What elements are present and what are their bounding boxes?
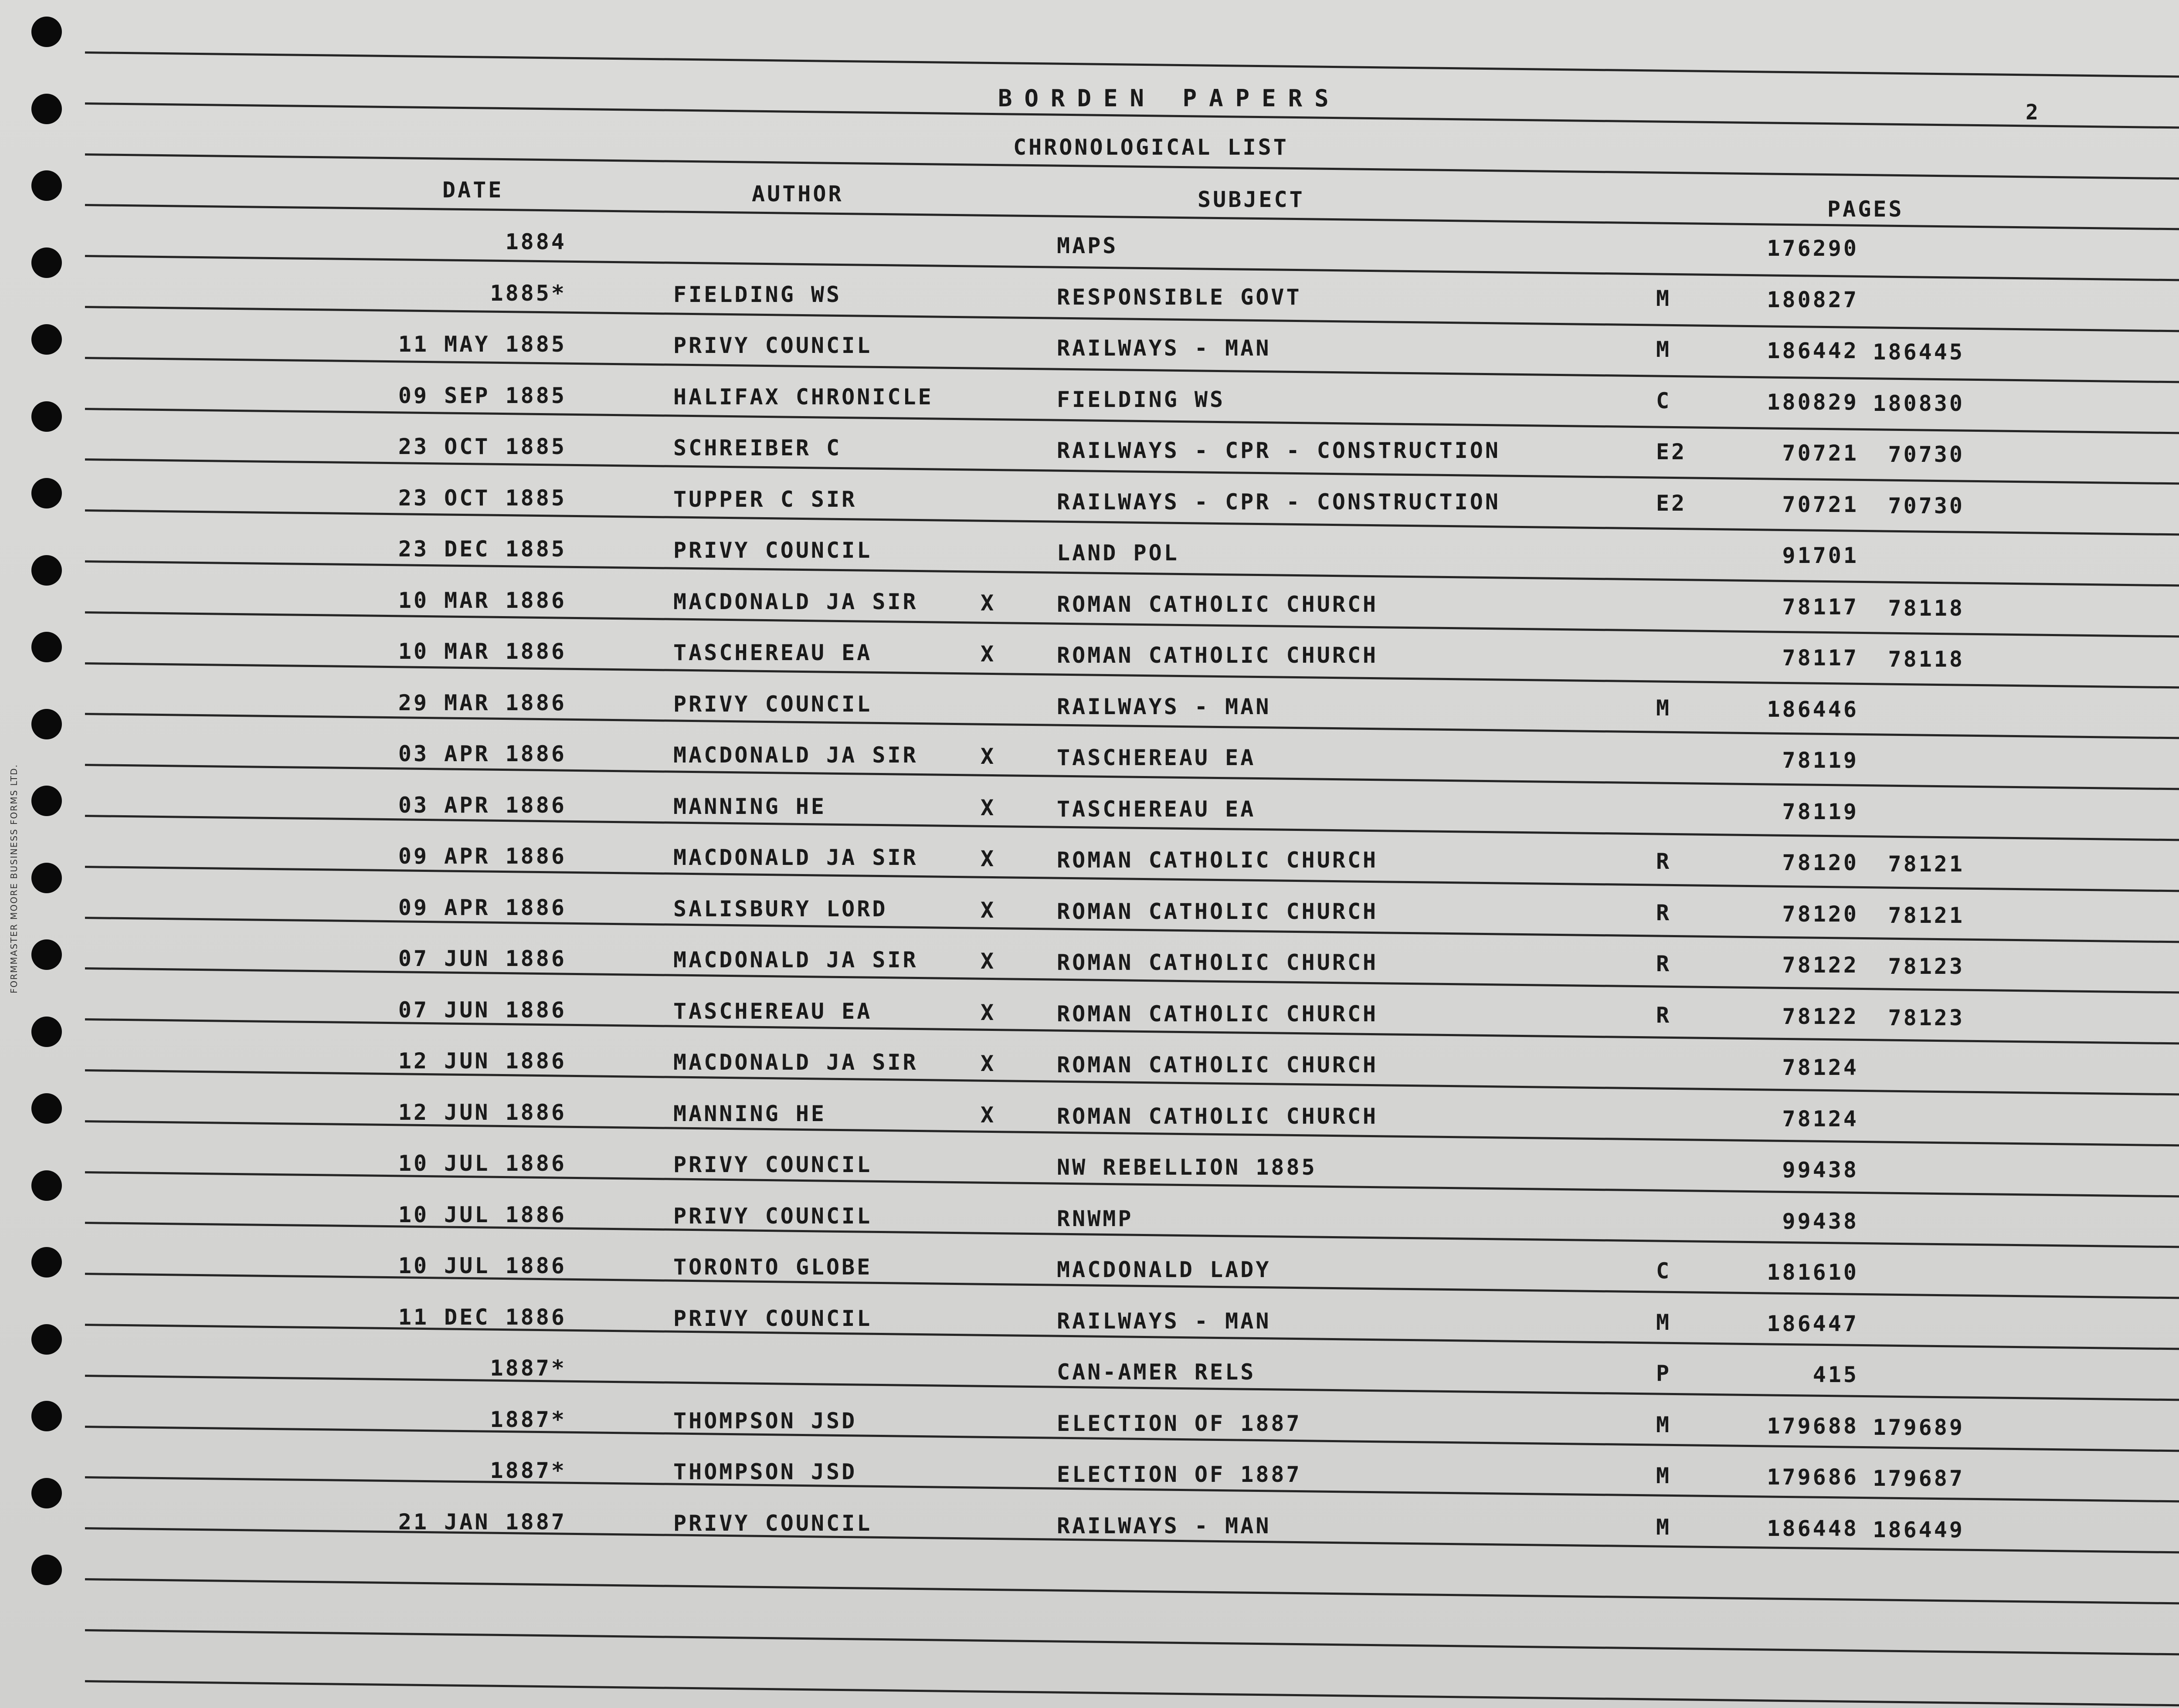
row-author: MANNING HE	[673, 1101, 827, 1126]
row-author: THOMPSON JSD	[673, 1459, 857, 1484]
row-author: MACDONALD JA SIR	[673, 947, 918, 973]
row-page-start: 186447	[1767, 1311, 1859, 1336]
row-flag: X	[981, 1051, 996, 1076]
row-date: 11 DEC 1886	[398, 1304, 567, 1330]
row-date: 11 MAY 1885	[398, 332, 567, 357]
feed-hole	[31, 478, 62, 508]
row-author: TUPPER C SIR	[673, 486, 857, 512]
row-subject: FIELDING WS	[1057, 386, 1225, 412]
row-code: R	[1656, 900, 1672, 925]
row-flag: X	[981, 846, 996, 871]
row-code: M	[1656, 1463, 1672, 1488]
row-date: 29 MAR 1886	[398, 690, 567, 715]
row-date: 03 APR 1886	[398, 792, 567, 818]
row-author: MACDONALD JA SIR	[673, 742, 918, 768]
row-date: 23 OCT 1885	[398, 485, 567, 511]
row-code: M	[1656, 1309, 1672, 1335]
feed-hole	[31, 939, 62, 970]
row-page-start: 70721	[1782, 491, 1859, 517]
row-date: 23 DEC 1885	[398, 536, 567, 562]
row-date: 21 JAN 1887	[398, 1509, 567, 1535]
row-page-end: 78118	[1888, 595, 1965, 621]
row-flag: X	[981, 949, 996, 974]
row-author: PRIVY COUNCIL	[673, 1305, 872, 1331]
row-page-start: 99438	[1782, 1208, 1859, 1234]
feed-hole	[31, 170, 62, 201]
column-header-pages: PAGES	[1827, 197, 1904, 222]
row-author: TORONTO GLOBE	[673, 1254, 872, 1280]
row-subject: RAILWAYS - CPR - CONSTRUCTION	[1057, 489, 1500, 515]
row-flag: X	[981, 1102, 996, 1128]
row-page-start: 78124	[1782, 1055, 1859, 1080]
row-subject: ROMAN CATHOLIC CHURCH	[1057, 1052, 1378, 1078]
row-flag: X	[981, 590, 996, 616]
row-subject: RESPONSIBLE GOVT	[1057, 284, 1302, 310]
row-code: R	[1656, 849, 1672, 874]
row-subject: RAILWAYS - MAN	[1057, 1513, 1271, 1539]
row-page-end: 179687	[1873, 1466, 1965, 1491]
row-author: SCHREIBER C	[673, 435, 842, 461]
feed-hole	[31, 1324, 62, 1355]
row-page-end: 78121	[1888, 851, 1965, 877]
row-page-end: 70730	[1888, 493, 1965, 518]
row-page-end: 78123	[1888, 954, 1965, 979]
row-page-start: 78124	[1782, 1106, 1859, 1132]
row-code: M	[1656, 695, 1672, 721]
row-date: 23 OCT 1885	[398, 434, 567, 459]
row-subject: TASCHEREAU EA	[1057, 796, 1256, 822]
row-subject: ROMAN CATHOLIC CHURCH	[1057, 591, 1378, 617]
row-subject: RNWMP	[1057, 1206, 1134, 1231]
row-page-end: 78118	[1888, 647, 1965, 672]
row-page-start: 415	[1812, 1362, 1859, 1387]
row-date: 12 JUN 1886	[398, 1099, 567, 1125]
row-subject: ROMAN CATHOLIC CHURCH	[1057, 1103, 1378, 1129]
column-header-author: AUTHOR	[752, 181, 844, 207]
row-page-start: 78119	[1782, 799, 1859, 824]
row-page-start: 180827	[1767, 287, 1859, 312]
column-header-subject: SUBJECT	[1198, 187, 1305, 212]
row-page-start: 78122	[1782, 1003, 1859, 1029]
document-subtitle: CHRONOLOGICAL LIST	[1013, 135, 1289, 160]
ruled-line	[85, 1680, 2179, 1707]
row-flag: X	[981, 1000, 996, 1025]
feed-hole	[31, 863, 62, 893]
row-subject: ROMAN CATHOLIC CHURCH	[1057, 1001, 1378, 1027]
row-author: MANNING HE	[673, 793, 827, 819]
row-page-start: 181610	[1767, 1260, 1859, 1285]
row-date: 1887*	[490, 1406, 567, 1432]
row-page-end: 78123	[1888, 1005, 1965, 1030]
row-date: 12 JUN 1886	[398, 1048, 567, 1074]
row-author: FIELDING WS	[673, 281, 842, 307]
row-subject: MAPS	[1057, 233, 1118, 258]
row-page-end: 180830	[1873, 390, 1965, 416]
row-page-start: 70721	[1782, 441, 1859, 466]
row-author: TASCHEREAU EA	[673, 998, 872, 1024]
row-page-start: 179688	[1767, 1413, 1859, 1439]
row-date: 07 JUN 1886	[398, 946, 567, 971]
row-page-end: 78121	[1888, 902, 1965, 928]
row-subject: RAILWAYS - MAN	[1057, 1308, 1271, 1334]
row-page-start: 78119	[1782, 748, 1859, 773]
feed-hole	[31, 1555, 62, 1585]
feed-hole	[31, 401, 62, 432]
row-code: M	[1656, 1514, 1672, 1540]
row-author: THOMPSON JSD	[673, 1408, 857, 1434]
row-subject: ROMAN CATHOLIC CHURCH	[1057, 898, 1378, 924]
row-code: C	[1656, 388, 1672, 413]
feed-hole	[31, 1478, 62, 1508]
column-header-date: DATE	[442, 177, 504, 203]
row-flag: X	[981, 641, 996, 667]
row-page-start: 78122	[1782, 952, 1859, 978]
feed-hole	[31, 1170, 62, 1201]
row-code: M	[1656, 337, 1672, 362]
row-subject: RAILWAYS - MAN	[1057, 336, 1271, 361]
document-title: BORDEN PAPERS	[998, 85, 1341, 112]
feed-hole	[31, 1093, 62, 1124]
row-subject: NW REBELLION 1885	[1057, 1155, 1317, 1180]
row-author: PRIVY COUNCIL	[673, 333, 872, 358]
row-page-end: 186445	[1873, 339, 1965, 365]
row-author: TASCHEREAU EA	[673, 640, 872, 665]
row-page-end: 179689	[1873, 1414, 1965, 1440]
row-date: 03 APR 1886	[398, 741, 567, 766]
row-author: PRIVY COUNCIL	[673, 538, 872, 563]
feed-hole	[31, 1401, 62, 1431]
row-subject: ELECTION OF 1887	[1057, 1410, 1302, 1436]
row-subject: RAILWAYS - CPR - CONSTRUCTION	[1057, 438, 1500, 463]
row-date: 10 JUL 1886	[398, 1253, 567, 1278]
feed-hole	[31, 632, 62, 662]
row-author: PRIVY COUNCIL	[673, 1510, 872, 1536]
feed-hole	[31, 555, 62, 586]
row-code: P	[1656, 1361, 1672, 1386]
ruled-line	[85, 1629, 2179, 1656]
feed-hole	[31, 247, 62, 278]
row-flag: X	[981, 744, 996, 769]
margin-imprint: FORMMASTER MOORE BUSINESS FORMS LTD.	[9, 764, 19, 993]
row-page-end: 70730	[1888, 442, 1965, 467]
row-page-start: 179686	[1767, 1464, 1859, 1490]
row-code: R	[1656, 1002, 1672, 1028]
ruled-line	[85, 1578, 2179, 1605]
row-code: E2	[1656, 490, 1687, 516]
row-subject: LAND POL	[1057, 540, 1179, 566]
row-author: PRIVY COUNCIL	[673, 691, 872, 717]
row-page-start: 186448	[1767, 1515, 1859, 1541]
feed-hole	[31, 324, 62, 355]
row-date: 09 APR 1886	[398, 895, 567, 920]
row-code: M	[1656, 285, 1672, 311]
feed-hole	[31, 17, 62, 47]
row-page-start: 186442	[1767, 338, 1859, 363]
ruled-line	[85, 51, 2179, 78]
feed-hole	[31, 709, 62, 739]
row-code: C	[1656, 1258, 1672, 1284]
row-code: M	[1656, 1412, 1672, 1437]
row-author: PRIVY COUNCIL	[673, 1152, 872, 1177]
row-author: SALISBURY LORD	[673, 896, 888, 922]
row-subject: MACDONALD LADY	[1057, 1257, 1271, 1282]
row-page-start: 176290	[1767, 236, 1859, 261]
row-author: MACDONALD JA SIR	[673, 589, 918, 614]
feed-hole	[31, 94, 62, 124]
ruled-line	[85, 255, 2179, 282]
row-page-start: 186446	[1767, 696, 1859, 722]
row-author: MACDONALD JA SIR	[673, 845, 918, 870]
row-date: 10 JUL 1886	[398, 1151, 567, 1176]
row-date: 09 SEP 1885	[398, 383, 567, 408]
row-author: PRIVY COUNCIL	[673, 1203, 872, 1229]
row-page-start: 91701	[1782, 543, 1859, 568]
row-subject: ROMAN CATHOLIC CHURCH	[1057, 950, 1378, 975]
row-page-start: 99438	[1782, 1157, 1859, 1183]
row-date: 10 JUL 1886	[398, 1202, 567, 1227]
row-flag: X	[981, 897, 996, 923]
row-date: 1887*	[490, 1458, 567, 1483]
row-page-start: 78120	[1782, 901, 1859, 927]
row-date: 07 JUN 1886	[398, 997, 567, 1023]
row-code: E2	[1656, 439, 1687, 464]
row-date: 10 MAR 1886	[398, 587, 567, 613]
row-date: 10 MAR 1886	[398, 639, 567, 664]
row-page-end: 186449	[1873, 1517, 1965, 1542]
feed-hole	[31, 1017, 62, 1047]
feed-hole	[31, 1247, 62, 1278]
row-subject: ELECTION OF 1887	[1057, 1462, 1302, 1487]
row-subject: ROMAN CATHOLIC CHURCH	[1057, 847, 1378, 873]
row-page-start: 78117	[1782, 645, 1859, 671]
row-subject: TASCHEREAU EA	[1057, 745, 1256, 770]
row-page-start: 180829	[1767, 389, 1859, 415]
row-author: MACDONALD JA SIR	[673, 1050, 918, 1075]
row-subject: RAILWAYS - MAN	[1057, 694, 1271, 719]
row-date: 1887*	[490, 1356, 567, 1381]
row-date: 1885*	[490, 280, 567, 306]
feed-hole	[31, 786, 62, 816]
row-date: 1884	[505, 229, 567, 254]
row-date: 09 APR 1886	[398, 844, 567, 869]
page-number: 2	[2026, 100, 2040, 125]
row-subject: CAN-AMER RELS	[1057, 1359, 1256, 1385]
row-flag: X	[981, 795, 996, 820]
row-page-start: 78120	[1782, 850, 1859, 875]
row-code: R	[1656, 951, 1672, 976]
row-author: HALIFAX CHRONICLE	[673, 384, 933, 410]
row-subject: ROMAN CATHOLIC CHURCH	[1057, 643, 1378, 668]
row-page-start: 78117	[1782, 594, 1859, 620]
